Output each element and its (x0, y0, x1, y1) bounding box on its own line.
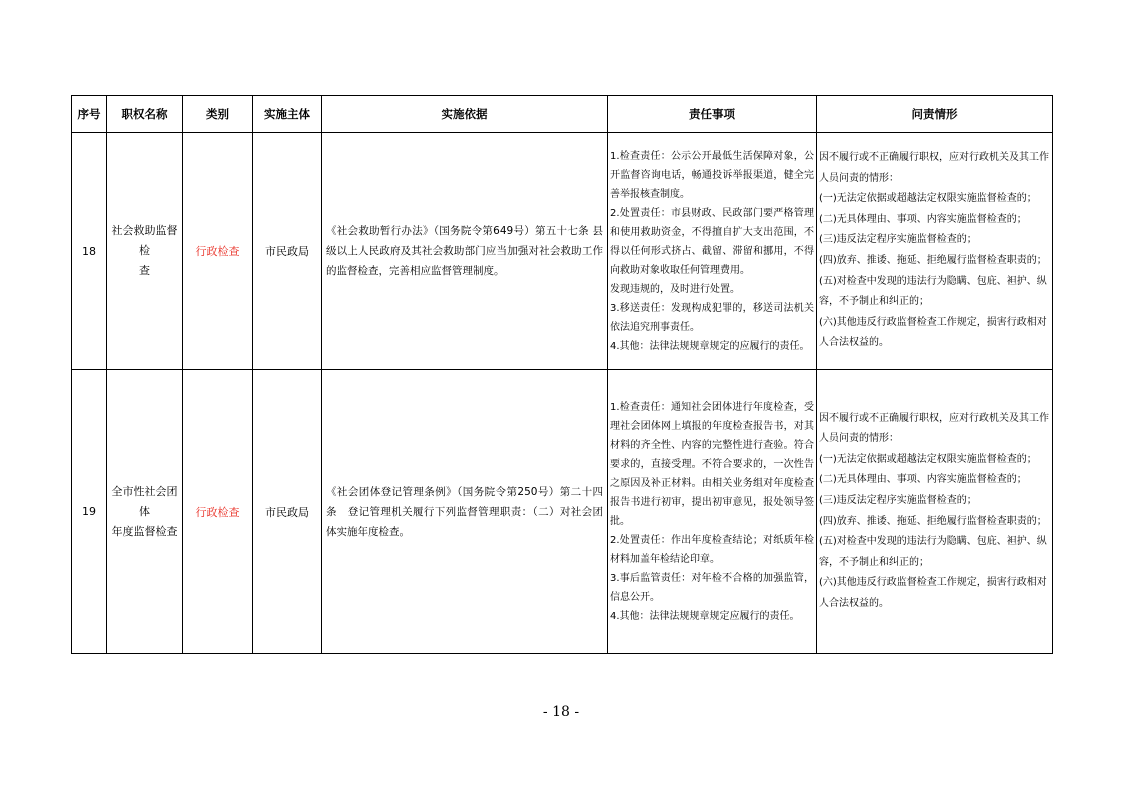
header-row (72, 96, 1053, 133)
category-cell: 行政检查 (183, 133, 253, 370)
accountability-item: (一)无法定依据或超越法定权限实施监督检查的； (819, 453, 1037, 465)
power-name-line: 查 (139, 264, 150, 277)
accountability-cell (817, 370, 1053, 654)
duty-item: 发现违规的，及时进行处置。 (610, 283, 740, 295)
header-duties: 责任事项 (608, 96, 817, 133)
basis-cell: 《社会救助暂行办法》（国务院令第649号）第五十七条 县级以上人民政府及其社会救助部门应当加强对社会救助工作的监督检查，完善相应监督管理制度。 (322, 133, 608, 370)
accountability-item: (四)放弃、推诿、拖延、拒绝履行监督检查职责的； (819, 515, 1047, 527)
power-name-line: 年度监督检查 (111, 524, 178, 538)
subject-cell: 市民政局 (253, 133, 322, 370)
accountability-item: 因不履行或不正确履行职权，应对行政机关及其工作人员问责的情形： (819, 152, 1049, 184)
accountability-item: (六)其他违反行政监督检查工作规定，损害行政相对人合法权益的。 (819, 577, 1047, 609)
duties-cell (608, 370, 817, 654)
accountability-item: (二)无具体理由、事项、内容实施监督检查的； (819, 474, 1027, 486)
accountability-cell (817, 133, 1053, 370)
power-name (107, 370, 183, 654)
accountability-item: (三)违反法定程序实施监督检查的； (819, 494, 977, 506)
subject-cell: 市民政局 (253, 370, 322, 654)
accountability-item: (六)其他违反行政监督检查工作规定，损害行政相对人合法权益的。 (819, 316, 1047, 349)
row-number: 18 (72, 133, 107, 370)
duty-item: 3.事后监管责任：对年检不合格的加强监管，信息公开。 (610, 572, 814, 603)
header-category: 类别 (183, 96, 253, 133)
table-row (72, 370, 1053, 654)
duty-item: 4.其他：法律法规规章规定应履行的责任。 (610, 610, 800, 622)
responsibility-table (71, 95, 1053, 654)
accountability-item: 因不履行或不正确履行职权，应对行政机关及其工作人员问责的情形： (819, 412, 1049, 445)
power-name-line: 社会救助监督检 (111, 224, 178, 257)
basis-cell: 《社会团体登记管理条例》（国务院令第250号）第二十四条 登记管理机关履行下列监督管理职责：（二）对社会团体实施年度检查。 (322, 370, 608, 654)
header-subject: 实施主体 (253, 96, 322, 133)
accountability-item: (五)对检查中发现的违法行为隐瞒、包庇、袒护、纵容，不予制止和纠正的； (819, 536, 1047, 568)
header-name: 职权名称 (107, 96, 183, 133)
accountability-item: (二)无具体理由、事项、内容实施监督检查的； (819, 213, 1027, 225)
duty-item: 3.移送责任：发现构成犯罪的，移送司法机关依法追究刑事责任。 (610, 302, 814, 333)
header-basis: 实施依据 (322, 96, 608, 133)
duty-item: 1.检查责任：公示公开最低生活保障对象，公开监督咨询电话，畅通投诉举报渠道，健全完善举报核查制度。 (610, 150, 814, 200)
duty-item: 4.其他：法律法规规章规定的应履行的责任。 (610, 340, 810, 352)
accountability-item: (四)放弃、推诿、拖延、拒绝履行监督检查职责的； (819, 255, 1047, 266)
duty-item: 2.处置责任：市县财政、民政部门要严格管理和使用救助资金，不得擅自扩大支出范围，不得以任何形式挤占、截留、滞留和挪用，不得向救助对象收取任何管理费用。 (610, 207, 814, 276)
accountability-item: (三)违反法定程序实施监督检查的； (819, 234, 977, 246)
header-accountability: 问责情形 (817, 96, 1053, 133)
header-no: 序号 (72, 96, 107, 133)
accountability-item: (一)无法定依据或超越法定权限实施监督检查的； (819, 193, 1037, 205)
category-cell: 行政检查 (183, 370, 253, 654)
power-name (107, 133, 183, 370)
duty-item: 2.处置责任：作出年度检查结论；对纸质年检材料加盖年检结论印章。 (610, 534, 814, 565)
accountability-item: (五)对检查中发现的违法行为隐瞒、包庇、袒护、纵容，不予制止和纠正的； (819, 275, 1047, 308)
row-number: 19 (72, 370, 107, 654)
duty-item: 1.检查责任：通知社会团体进行年度检查，受理社会团体网上填报的年度检查报告书，对其材料的齐全性、内容的完整性进行查验。符合要求的，直接受理。不符合要求的，一次性告之原因及补正材料。由相关业务组对年度检查报告书进行初审，提出初审意见，报处领导签批。 (610, 401, 814, 527)
page-number: - 18 - (542, 704, 580, 720)
power-name-line: 全市性社会团体 (111, 484, 178, 518)
duties-cell (608, 133, 817, 370)
table-row (72, 133, 1053, 370)
